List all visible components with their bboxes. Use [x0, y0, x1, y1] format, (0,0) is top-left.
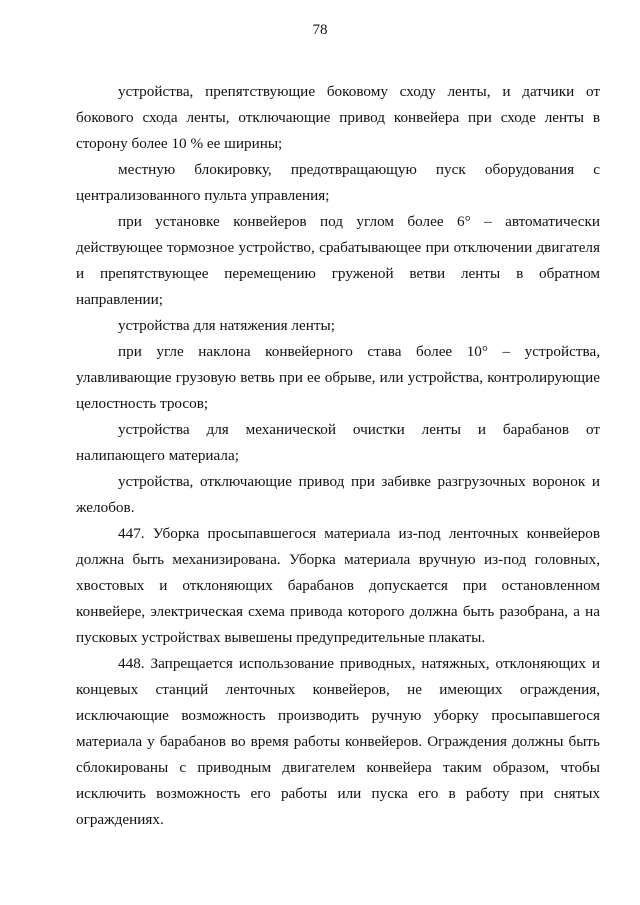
page-number: 78: [312, 22, 328, 38]
paragraph-tensioning-devices: устройства для натяжения ленты;: [118, 317, 335, 334]
document-body: [76, 79, 600, 833]
paragraph-belt-side-shift-devices: устройства, препятствующие боковому сходу ленты, и датчики от бокового схода ленты, отключающие привод конвейера при сходе ленты в сторону более 10 % ее ширины;: [76, 83, 600, 152]
paragraph-catching-devices: при угле наклона конвейерного става более 10° – устройства, улавливающие грузовую ветвь при ее обрыве, или устройства, контролирующие целостность тросов;: [76, 343, 600, 412]
paragraph-447: 447. Уборка просыпавшегося материала из-под ленточных конвейеров должна быть механизирована. Уборка материала вручную из-под головных, хвостовых и отклоняющих барабанов допускается при остановленном конвейере, электрическая схема привода которого должна быть разобрана, а на пусковых устройствах вывешены предупредительные плакаты.: [76, 525, 600, 646]
paragraph-local-interlock: местную блокировку, предотвращающую пуск оборудования с централизованного пульта управления;: [76, 161, 600, 204]
paragraph-brake-device: при установке конвейеров под углом более 6° – автоматически действующее тормозное устройство, срабатывающее при отключении двигателя и препятствующее перемещению груженой ветви ленты в обратном направлении;: [76, 213, 600, 308]
paragraph-cleaning-devices: устройства для механической очистки ленты и барабанов от налипающего материала;: [76, 421, 600, 464]
paragraph-chute-blockage-devices: устройства, отключающие привод при забивке разгрузочных воронок и желобов.: [76, 473, 600, 516]
paragraph-448: 448. Запрещается использование приводных, натяжных, отклоняющих и концевых станций ленточных конвейеров, не имеющих ограждения, исключающие возможность производить ручную уборку просыпавшегося материала у барабанов во время работы конвейеров. Ограждения должны быть сблокированы с приводным двигателем конвейера таким образом, чтобы исключить возможность его работы или пуска его в работу при снятых ограждениях.: [76, 655, 600, 828]
